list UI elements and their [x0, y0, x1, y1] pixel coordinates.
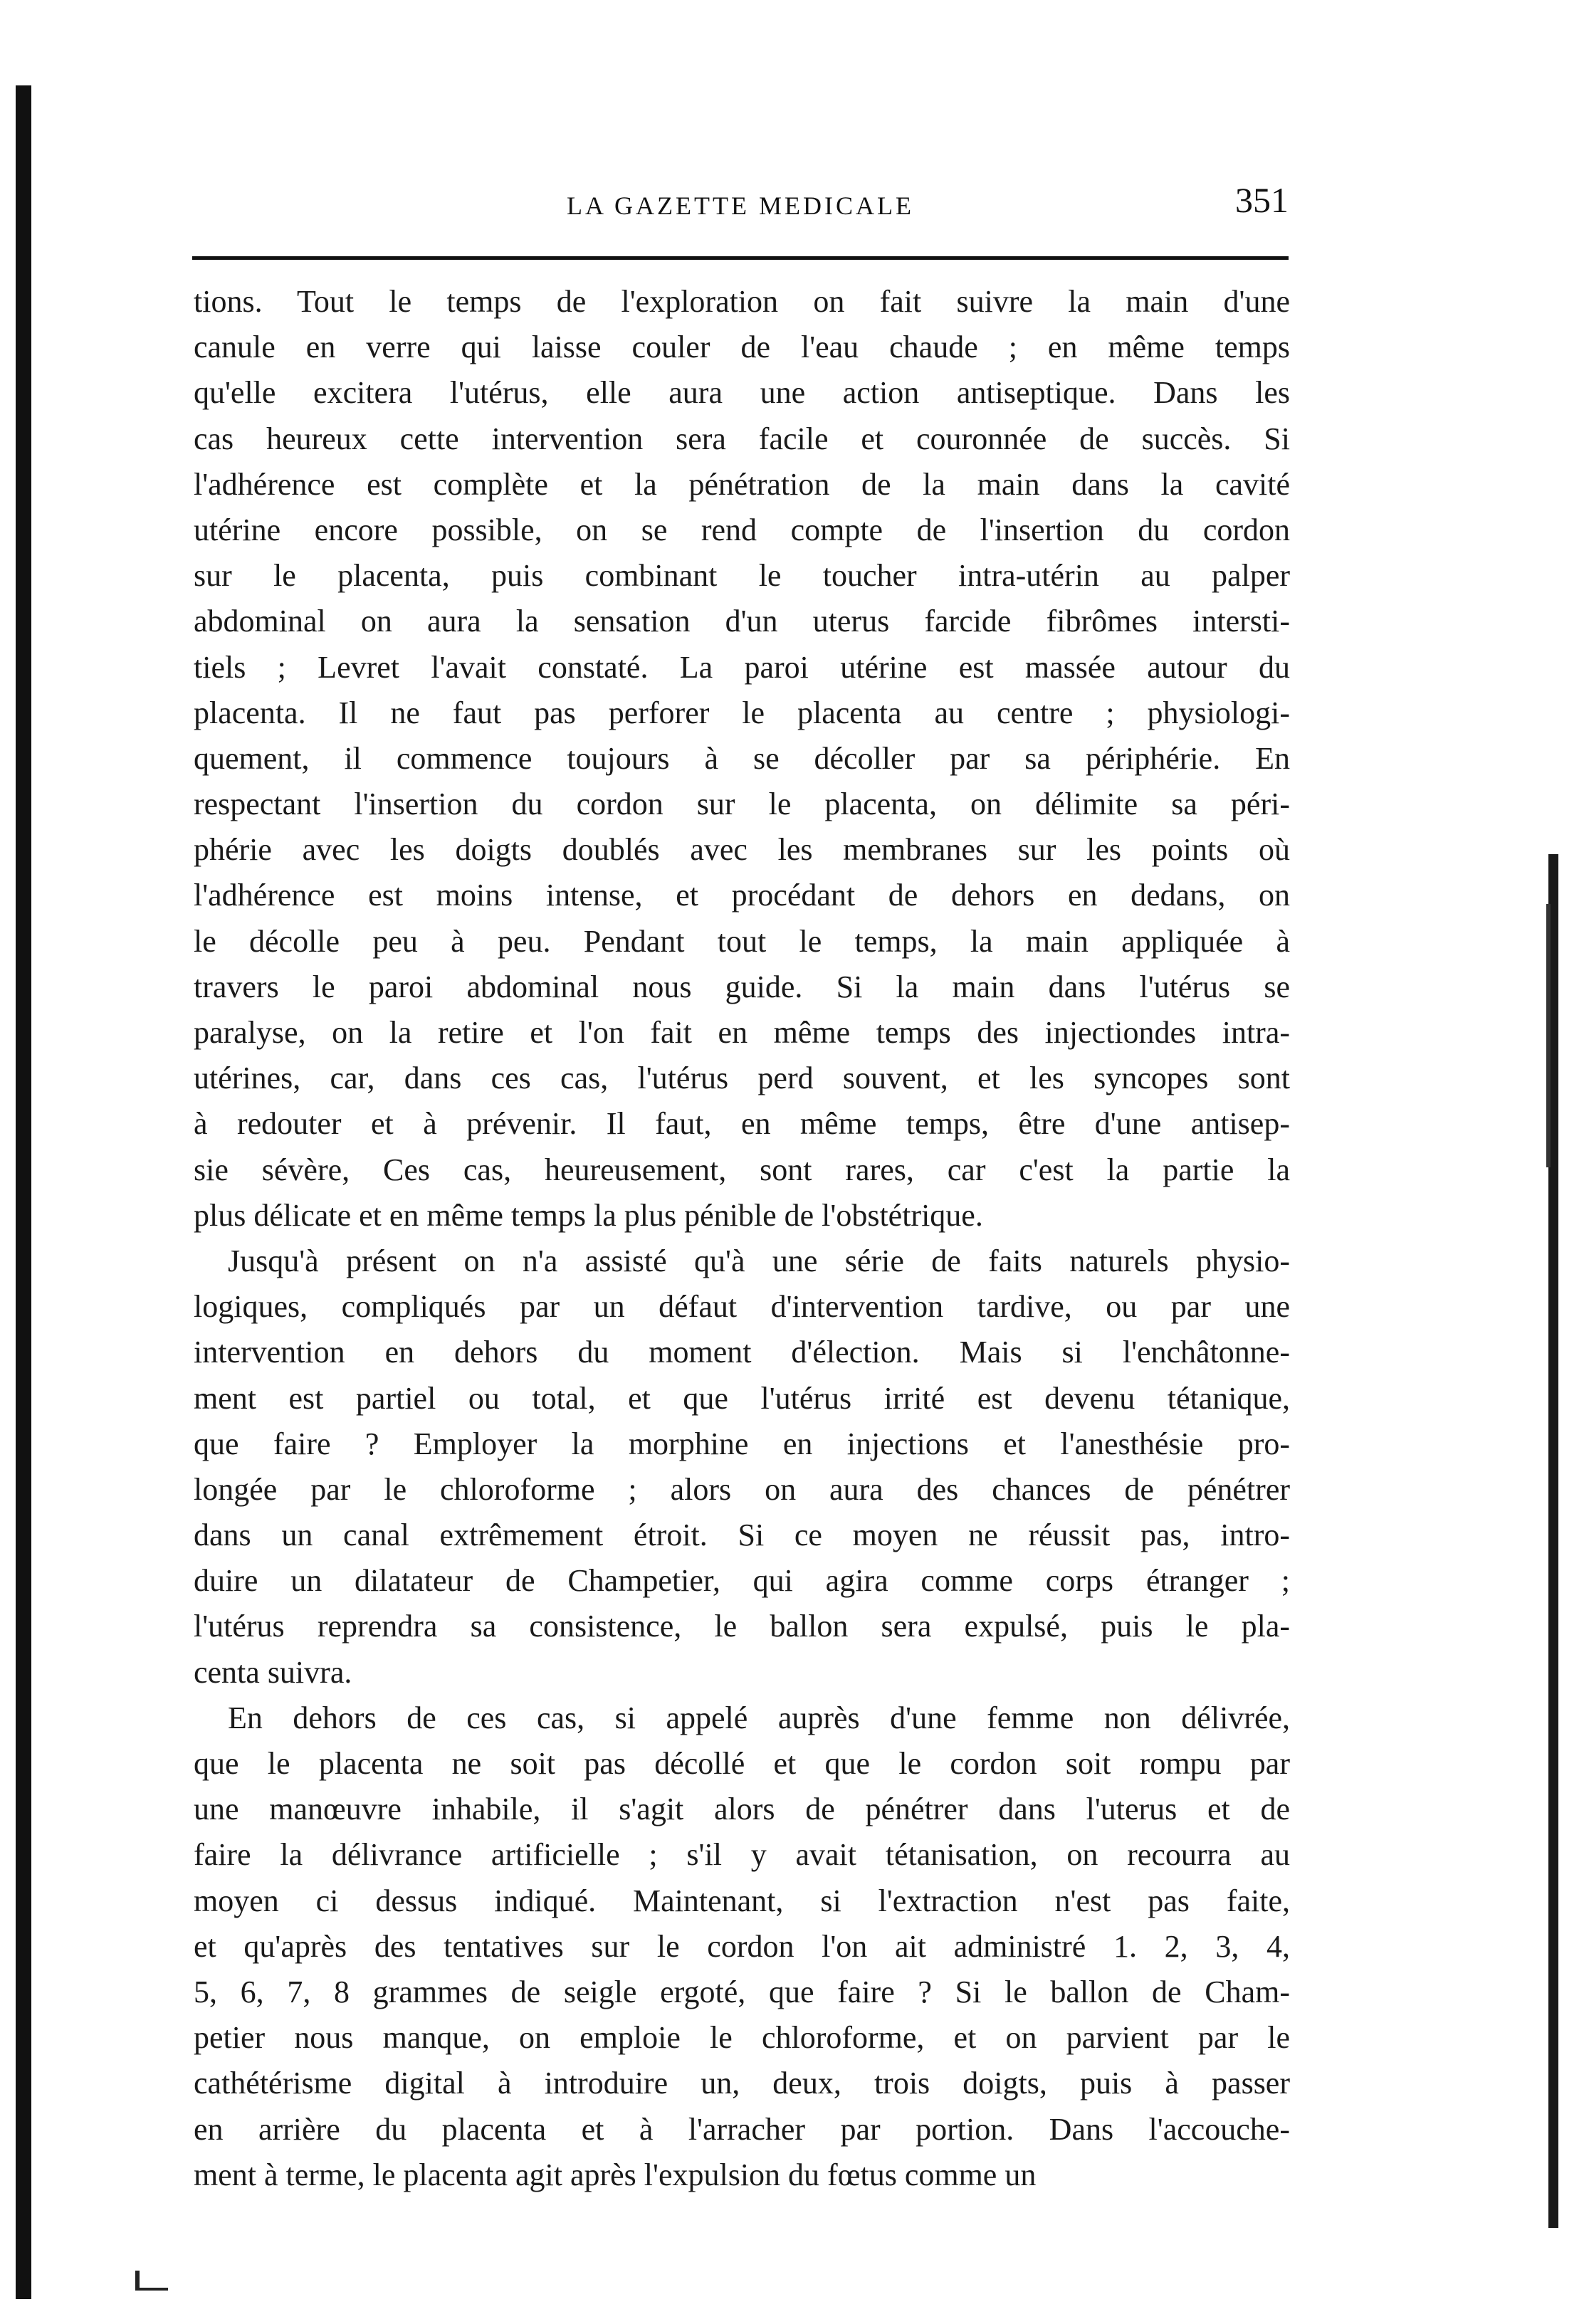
text-line: tions. Tout le temps de l'exploration on fait suivre la main d'une: [194, 284, 1290, 319]
text-line: ment à terme, le placenta agit après l'expulsion du fœtus comme un: [194, 2157, 1037, 2192]
scan-edge-shadow-right-upper: [1546, 904, 1551, 1167]
text-line: placenta. Il ne faut pas perforer le placenta au centre ; physiologi-: [194, 695, 1290, 730]
header-rule: [192, 256, 1289, 260]
text-line: utérines, car, dans ces cas, l'utérus perd souvent, et les syncopes sont: [194, 1061, 1290, 1096]
paragraph: [194, 279, 1290, 1239]
text-line: l'adhérence est complète et la pénétration de la main dans la cavité: [194, 466, 1290, 502]
scan-edge-shadow-left: [16, 85, 31, 2299]
text-line: l'utérus reprendra sa consistence, le ballon sera expulsé, puis le pla-: [194, 1609, 1290, 1644]
text-line: plus délicate et en même temps la plus pénible de l'obstétrique.: [194, 1197, 983, 1233]
text-line: paralyse, on la retire et l'on fait en même temps des injectiondes intra-: [194, 1015, 1290, 1050]
text-line: et qu'après des tentatives sur le cordon l'on ait administré 1. 2, 3, 4,: [194, 1928, 1290, 1964]
text-line: ment est partiel ou total, et que l'utérus irrité est devenu tétanique,: [194, 1380, 1290, 1416]
text-line: duire un dilatateur de Champetier, qui agira comme corps étranger ;: [194, 1563, 1290, 1599]
text-line: tiels ; Levret l'avait constaté. La paroi utérine est massée autour du: [194, 649, 1290, 685]
body-text: [194, 279, 1290, 2198]
text-line: qu'elle excitera l'utérus, elle aura une action antiseptique. Dans les: [194, 375, 1290, 411]
text-line: phérie avec les doigts doublés avec les membranes sur les points où: [194, 832, 1290, 868]
text-line: logiques, compliqués par un défaut d'intervention tardive, ou par une: [194, 1289, 1290, 1325]
text-line: que le placenta ne soit pas décollé et que le cordon soit rompu par: [194, 1746, 1290, 1781]
running-head: LA GAZETTE MEDICALE: [567, 191, 914, 220]
text-line: respectant l'insertion du cordon sur le placenta, on délimite sa péri-: [194, 787, 1290, 822]
page-header: [192, 178, 1289, 228]
text-line: 5, 6, 7, 8 grammes de seigle ergoté, que faire ? Si le ballon de Cham-: [194, 1974, 1290, 2009]
text-line: faire la délivrance artificielle ; s'il y avait tétanisation, on recourra au: [194, 1837, 1290, 1873]
text-line: sie sévère, Ces cas, heureusement, sont rares, car c'est la partie la: [194, 1152, 1290, 1187]
text-line: intervention en dehors du moment d'élection. Mais si l'enchâtonne-: [194, 1335, 1290, 1370]
text-line: utérine encore possible, on se rend compte de l'insertion du cordon: [194, 512, 1290, 547]
text-line: Jusqu'à présent on n'a assisté qu'à une série de faits naturels physio-: [228, 1243, 1290, 1278]
text-line: sur le placenta, puis combinant le toucher intra-utérin au palper: [194, 558, 1290, 594]
text-line: travers le paroi abdominal nous guide. Si la main dans l'utérus se: [194, 969, 1290, 1004]
page-number: 351: [1235, 180, 1289, 220]
text-line: petier nous manque, on emploie le chloroforme, et on parvient par le: [194, 2020, 1290, 2056]
text-line: centa suivra.: [194, 1654, 352, 1690]
text-line: En dehors de ces cas, si appelé auprès d'une femme non délivrée,: [228, 1700, 1290, 1735]
text-line: que faire ? Employer la morphine en injections et l'anesthésie pro-: [194, 1426, 1290, 1461]
text-line: à redouter et à prévenir. Il faut, en même temps, être d'une antisep-: [194, 1106, 1290, 1142]
text-line: l'adhérence est moins intense, et procédant de dehors en dedans, on: [194, 878, 1290, 913]
text-line: le décolle peu à peu. Pendant tout le temps, la main appliquée à: [194, 923, 1290, 959]
text-line: longée par le chloroforme ; alors on aura des chances de pénétrer: [194, 1471, 1290, 1507]
text-line: une manœuvre inhabile, il s'agit alors de pénétrer dans l'uterus et de: [194, 1792, 1290, 1827]
text-line: abdominal on aura la sensation d'un uterus farcide fibrômes intersti-: [194, 604, 1290, 639]
text-line: moyen ci dessus indiqué. Maintenant, si l'extraction n'est pas faite,: [194, 1883, 1290, 1918]
text-line: dans un canal extrêmement étroit. Si ce moyen ne réussit pas, intro-: [194, 1518, 1290, 1553]
text-line: cathétérisme digital à introduire un, deux, trois doigts, puis à passer: [194, 2066, 1290, 2101]
text-line: quement, il commence toujours à se décoller par sa périphérie. En: [194, 740, 1290, 776]
paragraph: [194, 1239, 1290, 1695]
scan-speck-mark: [135, 2271, 168, 2291]
text-line: en arrière du placenta et à l'arracher par portion. Dans l'accouche-: [194, 2111, 1290, 2147]
paragraph: [194, 1695, 1290, 2198]
text-line: cas heureux cette intervention sera facile et couronnée de succès. Si: [194, 421, 1290, 456]
text-line: canule en verre qui laisse couler de l'eau chaude ; en même temps: [194, 330, 1290, 365]
